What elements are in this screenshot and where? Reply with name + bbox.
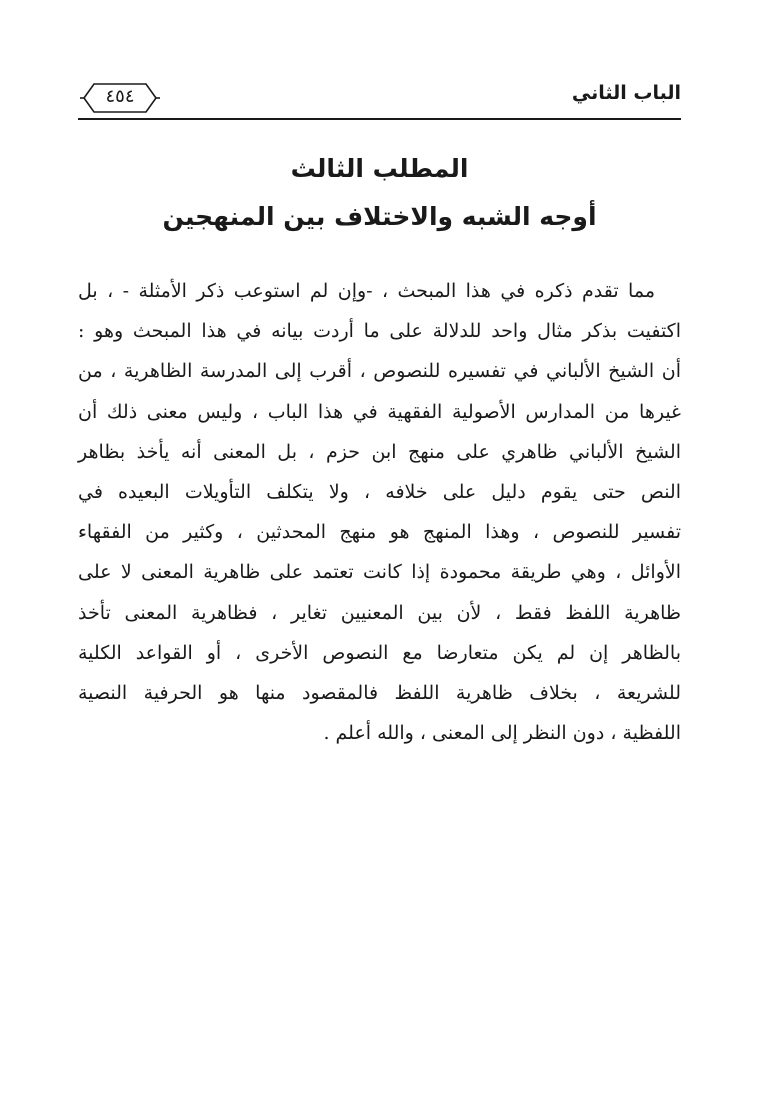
chapter-title: الباب الثاني bbox=[571, 82, 681, 104]
body-paragraph bbox=[78, 271, 681, 753]
body-line: للشريعة ، بخلاف ظاهرية اللفظ فالمقصود منها هو الحرفية النصية bbox=[78, 681, 681, 704]
running-header bbox=[78, 78, 681, 118]
body-line: الشيخ الألباني ظاهري على منهج ابن حزم ، بل المعنى أنه يأخذ بظاهر bbox=[78, 440, 681, 463]
body-line: ظاهرية اللفظ فقط ، لأن بين المعنيين تغاير ، فظاهرية المعنى تأخذ bbox=[78, 601, 681, 624]
body-line: اكتفيت بذكر مثال واحد للدلالة على ما أردت بيانه في هذا المبحث وهو : bbox=[78, 320, 681, 343]
section-subtitle: المطلب الثالث bbox=[290, 154, 469, 183]
page-number: ٤٥٤ bbox=[105, 86, 135, 107]
body-line: تفسير للنصوص ، وهذا المنهج هو منهج المحدثين ، وكثير من الفقهاء bbox=[78, 521, 681, 544]
body-line: أن الشيخ الألباني في تفسيره للنصوص ، أقرب إلى المدرسة الظاهرية ، من bbox=[78, 360, 681, 383]
body-line: النص حتى يقوم دليل على خلافه ، ولا يتكلف التأويلات البعيده في bbox=[78, 480, 681, 503]
body-line: بالظاهر إن لم يكن متعارضا مع النصوص الأخرى ، أو القواعد الكلية bbox=[78, 641, 681, 664]
header-rule bbox=[78, 118, 681, 120]
body-line: غيرها من المدارس الأصولية الفقهية في هذا الباب ، وليس معنى ذلك أن bbox=[78, 400, 681, 423]
page-number-frame bbox=[78, 78, 162, 116]
body-line: الأوائل ، وهي طريقة محمودة إذا كانت تعتمد على ظاهرية المعنى لا على bbox=[78, 561, 681, 584]
section-title: أوجه الشبه والاختلاف بين المنهجين bbox=[162, 202, 597, 231]
body-line: مما تقدم ذكره في هذا المبحث ، -وإن لم استوعب ذكر الأمثلة - ، بل bbox=[78, 280, 655, 302]
body-line: اللفظية ، دون النظر إلى المعنى ، والله أعلم . bbox=[323, 722, 681, 745]
